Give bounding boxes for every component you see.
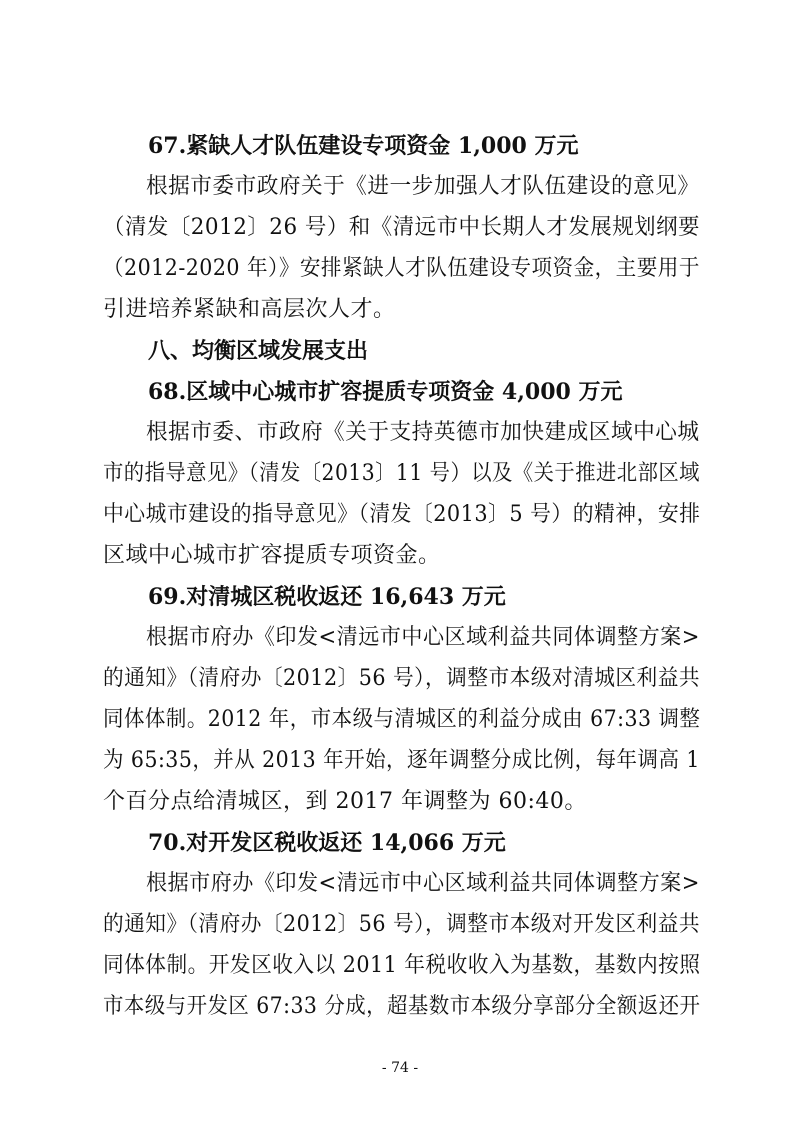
paragraph-line: 根据市府办《印发<清远市中心区域利益共同体调整方案> bbox=[146, 871, 700, 896]
section-heading-70: 70.对开发区税收返还 14,066 万元 bbox=[148, 830, 506, 856]
paragraph-line: 同体体制。开发区收入以 2011 年税收收入为基数，基数内按照 bbox=[103, 953, 701, 978]
paragraph-line: （清发〔2012〕26 号）和《清远市中长期人才发展规划纲要 bbox=[103, 215, 700, 240]
page-number: - 74 - bbox=[381, 1060, 419, 1076]
paragraph-line: 的通知》（清府办〔2012〕56 号），调整市本级对开发区利益共 bbox=[103, 912, 701, 937]
paragraph-line: 同体体制。2012 年，市本级与清城区的利益分成由 67:33 调整 bbox=[103, 707, 701, 732]
paragraph-line: 为 65:35，并从 2013 年开始，逐年调整分成比例，每年调高 1 bbox=[103, 748, 700, 773]
paragraph-line: 中心城市建设的指导意见》（清发〔2013〕5 号）的精神，安排 bbox=[103, 502, 701, 527]
paragraph-line: 引进培养紧缺和高层次人才。 bbox=[103, 297, 396, 322]
chapter-heading: 八、均衡区域发展支出 bbox=[148, 338, 369, 364]
paragraph-line: 市本级与开发区 67:33 分成，超基数市本级分享部分全额返还开 bbox=[103, 994, 701, 1019]
paragraph-line: 市的指导意见》（清发〔2013〕11 号）以及《关于推进北部区域 bbox=[103, 461, 700, 486]
paragraph-line: （2012-2020 年）》安排紧缺人才队伍建设专项资金，主要用于 bbox=[103, 256, 700, 281]
section-heading-68: 68.区域中心城市扩容提质专项资金 4,000 万元 bbox=[148, 379, 623, 405]
section-heading-67: 67.紧缺人才队伍建设专项资金 1,000 万元 bbox=[148, 133, 579, 159]
paragraph-line: 根据市府办《印发<清远市中心区域利益共同体调整方案> bbox=[146, 625, 700, 650]
paragraph-line: 个百分点给清城区，到 2017 年调整为 60:40。 bbox=[103, 789, 587, 814]
paragraph-line: 根据市委市政府关于《进一步加强人才队伍建设的意见》 bbox=[146, 174, 700, 199]
paragraph-line: 根据市委、市政府《关于支持英德市加快建成区域中心城 bbox=[146, 420, 700, 445]
paragraph-line: 区域中心城市扩容提质专项资金。 bbox=[103, 543, 441, 568]
paragraph-line: 的通知》（清府办〔2012〕56 号），调整市本级对清城区利益共 bbox=[103, 666, 701, 691]
section-heading-69: 69.对清城区税收返还 16,643 万元 bbox=[148, 584, 506, 610]
